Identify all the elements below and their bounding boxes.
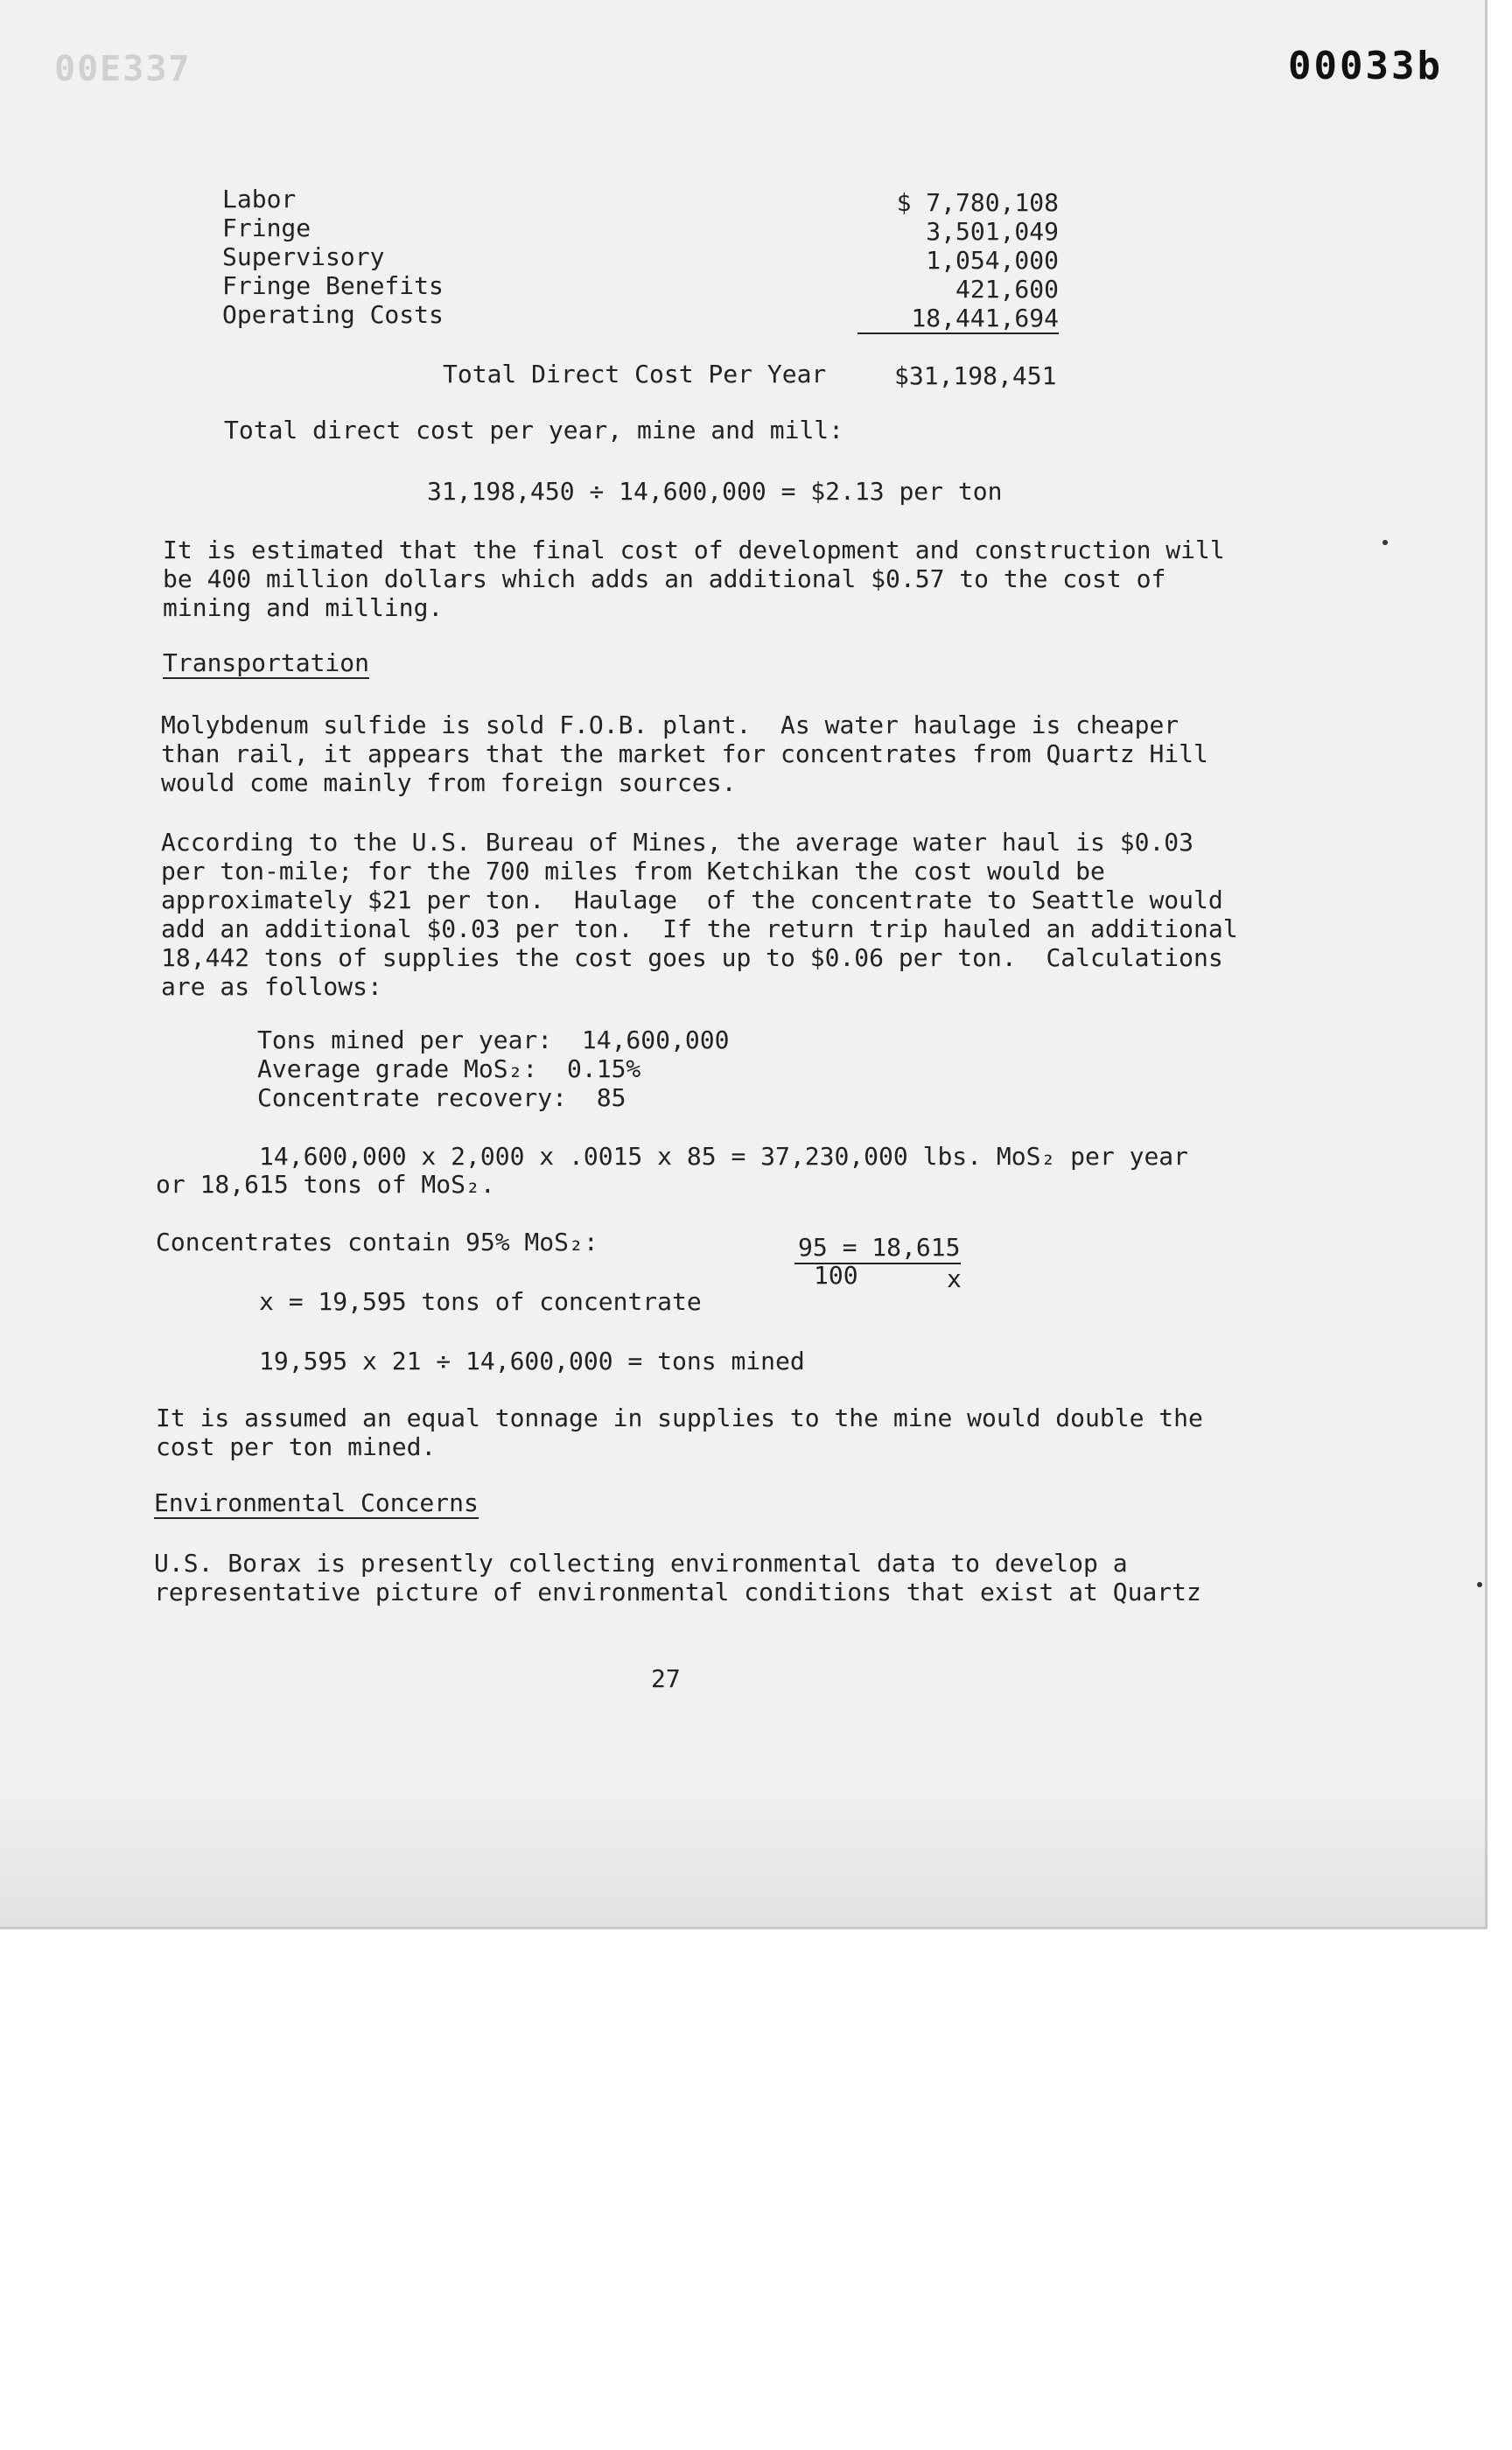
list-item: Tons mined per year: 14,600,000 bbox=[257, 1026, 730, 1054]
cost-value-labor: $ 7,780,108 bbox=[896, 188, 1059, 217]
page-number: 27 bbox=[651, 1664, 681, 1693]
fraction-top: 95 = 18,615 bbox=[798, 1233, 961, 1262]
text-line: would come mainly from foreign sources. bbox=[161, 768, 737, 797]
cost-value-fringe-benefits: 421,600 bbox=[955, 275, 1059, 304]
section-heading-transportation: Transportation bbox=[163, 648, 370, 677]
tons-calc: 19,595 x 21 ÷ 14,600,000 = tons mined bbox=[259, 1347, 805, 1376]
cost-label-fringe: Fringe bbox=[222, 214, 312, 242]
total-value: $31,198,451 bbox=[894, 361, 1057, 390]
cost-value-supervisory: 1,054,000 bbox=[926, 246, 1059, 275]
concentrate-text: Concentrates contain 95% MoS₂: bbox=[156, 1228, 598, 1256]
development-paragraph bbox=[163, 536, 1225, 622]
section-heading-environmental: Environmental Concerns bbox=[154, 1488, 479, 1517]
text-line: approximately $21 per ton. Haulage of the concentrate to Seattle would bbox=[161, 886, 1223, 914]
cost-label-supervisory: Supervisory bbox=[222, 242, 385, 271]
input-values-list bbox=[257, 1026, 729, 1112]
text-line: per ton-mile; for the 700 miles from Ketchikan the cost would be bbox=[161, 857, 1105, 886]
scan-shading bbox=[0, 1785, 1485, 1927]
faded-stamp-left: 00E337 bbox=[54, 49, 192, 89]
text-line: than rail, it appears that the market for concentrates from Quartz Hill bbox=[161, 739, 1208, 768]
text-line: are as follows: bbox=[161, 972, 382, 1001]
text-line: U.S. Borax is presently collecting environmental data to develop a bbox=[154, 1549, 1128, 1578]
text-line: add an additional $0.03 per ton. If the return trip hauled an additional bbox=[161, 914, 1238, 943]
cost-label-fringe-benefits: Fringe Benefits bbox=[222, 271, 444, 300]
list-item: Concentrate recovery: 85 bbox=[257, 1083, 626, 1112]
fraction-bottom-right: x bbox=[947, 1264, 962, 1293]
scan-speck bbox=[1382, 540, 1388, 545]
environmental-paragraph bbox=[154, 1549, 1201, 1606]
text-line: It is estimated that the final cost of development and construction will bbox=[163, 536, 1225, 564]
cost-value-operating: 18,441,694 bbox=[858, 304, 1059, 334]
text-line: mining and milling. bbox=[163, 593, 444, 622]
per-ton-calc: 31,198,450 ÷ 14,600,000 = $2.13 per ton bbox=[427, 477, 1003, 506]
scan-speck bbox=[1477, 1582, 1482, 1587]
text-line: It is assumed an equal tonnage in supplies to the mine would double the bbox=[156, 1404, 1203, 1432]
text-line: According to the U.S. Bureau of Mines, the average water haul is $0.03 bbox=[161, 828, 1194, 857]
text-line: Molybdenum sulfide is sold F.O.B. plant. As water haulage is cheaper bbox=[161, 710, 1180, 739]
list-item: Average grade MoS₂: 0.15% bbox=[257, 1054, 641, 1083]
fraction-bottom-left: 100 bbox=[814, 1261, 858, 1290]
per-ton-intro: Total direct cost per year, mine and mill: bbox=[224, 416, 844, 444]
text-line: representative picture of environmental conditions that exist at Quartz bbox=[154, 1578, 1201, 1606]
cost-label-labor: Labor bbox=[222, 185, 297, 214]
transport-paragraph-1 bbox=[161, 710, 1208, 797]
concentrate-result: x = 19,595 tons of concentrate bbox=[259, 1287, 702, 1316]
page-stamp-number: 00033b bbox=[1288, 44, 1443, 88]
cost-label-operating: Operating Costs bbox=[222, 300, 444, 329]
calc-line-1: 14,600,000 x 2,000 x .0015 x 85 = 37,230,000 lbs. MoS₂ per year bbox=[259, 1142, 1189, 1171]
assumption-paragraph bbox=[156, 1404, 1203, 1461]
total-label: Total Direct Cost Per Year bbox=[443, 360, 827, 388]
cost-value-fringe: 3,501,049 bbox=[926, 217, 1059, 246]
text-line: be 400 million dollars which adds an additional $0.57 to the cost of bbox=[163, 564, 1166, 593]
text-line: 18,442 tons of supplies the cost goes up to $0.06 per ton. Calculations bbox=[161, 943, 1223, 972]
text-line: cost per ton mined. bbox=[156, 1432, 437, 1461]
calc-line-2: or 18,615 tons of MoS₂. bbox=[156, 1170, 495, 1199]
transport-paragraph-2 bbox=[161, 828, 1238, 1001]
